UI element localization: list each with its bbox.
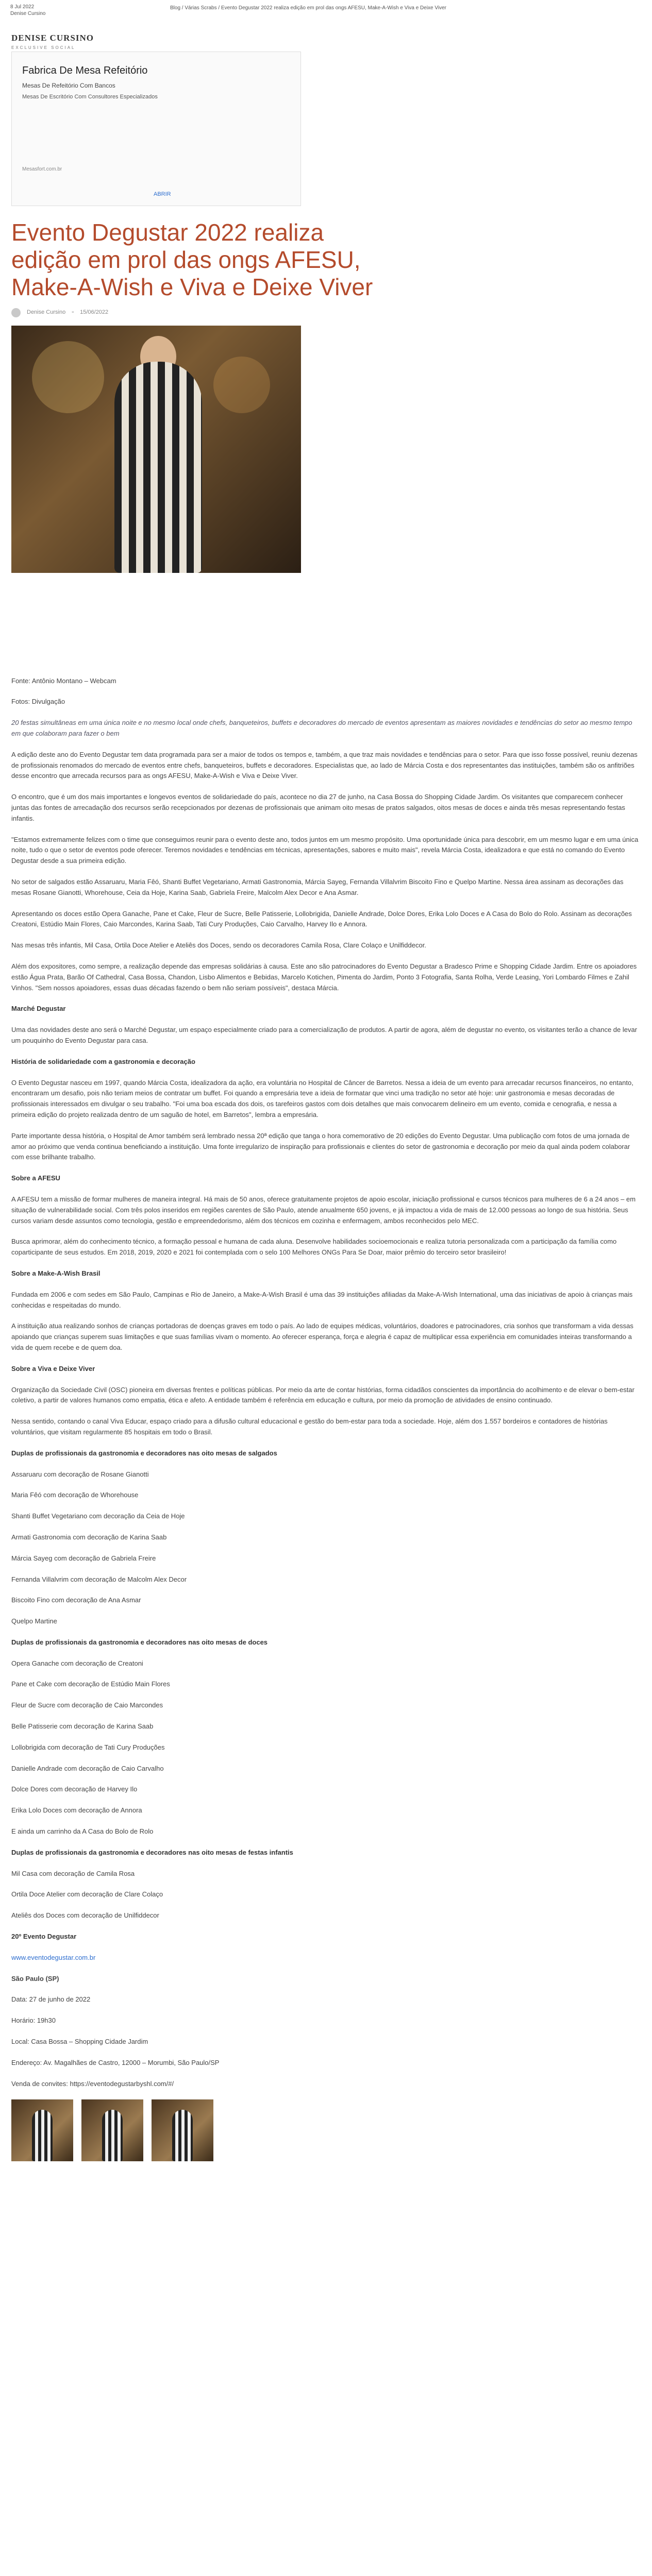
gallery-thumbnail[interactable]	[11, 2099, 73, 2161]
paragraph-2: O encontro, que é um dos mais importantes e longevos eventos de solidariedade do país, acontece no dia 27 de junho, na Casa Bossa do Shopping Cidade Jardim. Os visitantes que comparecem conhecer juntas das fontes de arrecadação dos recursos serão recepcionados por dezenas de profissionais que animam oito mesas de pratos salgados, oitos mesas de doces e ainda três mesas representando festas infantis.	[11, 793, 625, 822]
article	[11, 219, 640, 2161]
event-tickets[interactable]: Venda de convites: https://eventodegustarbyshl.com/#/	[11, 2079, 174, 2088]
heading-historia: História de solidariedade com a gastronomia e decoração	[11, 1057, 195, 1065]
heading-salgados: Duplas de profissionais da gastronomia e decoradores nas oito mesas de salgados	[11, 1449, 277, 1457]
list-item: Fernanda Villalvrim com decoração de Malcolm Alex Decor	[11, 1575, 187, 1583]
ad-subtitle-2: Mesas De Escritório Com Consultores Especializados	[22, 94, 158, 100]
post-lead: 20 festas simultâneas em uma única noite e no mesmo local onde chefs, banqueteiros, buffets e decoradores do mercado de eventos apresentam as maiores novidades e tendências do setor ao mesmo tempo em que colaboram para fazer o bem	[11, 719, 632, 738]
list-item: Fleur de Sucre com decoração de Caio Marcondes	[11, 1701, 163, 1709]
brand-name: DENISE CURSINO	[11, 33, 94, 43]
paragraph-11: A AFESU tem a missão de formar mulheres de maneira integral. Há mais de 50 anos, oferece gratuitamente projetos de apoio escolar, iniciação profissional e cursos técnicos para mulheres de 6 a 24 anos – em situação de vulnerabilidade social. Com três polos inseridos em regiões carentes de São Paulo, atende anualmente 650 jovens, e já impactou a vida de mais de 12.000 pessoas ao longo de sua história. Seus cursos variam desde assuntos como tecnologia, gestão e empreendedorismo, além dos técnicos em cozinha e enfermagem, ambos reconhecidos pelo MEC.	[11, 1195, 636, 1225]
print-header	[10, 4, 45, 17]
paragraph-9: O Evento Degustar nasceu em 1997, quando Márcia Costa, idealizadora da ação, era voluntária no Hospital de Câncer de Barretos. Nessa a ideia de um evento para arrecadar recursos financeiros, no entanto, encontraram um desafio, pois não teriam meios de contratar um buffet. Foi quando a empresária teve a ideia de formatar que vinci uma tradição no setor até hoje: unir gastronomia e mesas decoradas de profissionais interessados em divulgar o seu trabalho. "Foi uma boa escada dos dois, os tarefeiros gastos com dois detalhes que mais convocarem delineiro em um evento, comida e cenografia, e nessa a primeira edição do projeto realizada dentro de um saguão de hotel, em Barretos", lembra a empresária.	[11, 1078, 633, 1118]
paragraph-3: "Estamos extremamente felizes com o time que conseguimos reunir para o evento deste ano, todos juntos em um mesmo propósito. Uma oportunidade única para descobrir, em um mesmo lugar e em uma única noite, tudo o que o setor de eventos pode oferecer. Teremos novidades e tendências em técnicas, apresentações, sabores e muito mais", revela Márcia Costa, idealizadora e que está no comando do Evento Degustar desde a sua primeira edição.	[11, 835, 639, 865]
paragraph-15: Organização da Sociedade Civil (OSC) pioneira em diversas frentes e políticas públicas. Por meio da arte de contar histórias, forma cidadãos conscientes da importância do acolhimento e de elevar o bem-estar coletivo, a partir de valores humanos como empatia, ética e afeto. A entidade também é referência em educação e cultura, por meio da promoção de atividades de ensino continuado.	[11, 1385, 634, 1404]
event-place: Local: Casa Bossa – Shopping Cidade Jardim	[11, 2038, 148, 2046]
heading-marche: Marché Degustar	[11, 1005, 66, 1013]
paragraph-12: Busca aprimorar, além do conhecimento técnico, a formação pessoal e humana de cada aluna. Desenvolve habilidades socioemocionais e realiza tutoria personalizada com a participação da família como coparticipante de seus estudos. Em 2018, 2019, 2020 e 2021 foi contemplada com o selo 100 Melhores ONGs Para Se Doar, maior prêmio do terceiro setor brasileiro!	[11, 1238, 617, 1257]
event-link[interactable]: www.eventodegustar.com.br	[11, 1953, 96, 1961]
post-meta	[11, 308, 640, 317]
print-site: Denise Cursino	[10, 10, 46, 16]
list-item: Opera Ganache com decoração de Creatoni	[11, 1659, 143, 1667]
heading-viva: Sobre a Viva e Deixe Viver	[11, 1364, 95, 1372]
paragraph-7: Além dos expositores, como sempre, a realização depende das empresas solidárias à causa. Este ano são patrocinadores do Evento Degustar a Bradesco Prime e Shopping Cidade Jardim. Entre os apoiadores estão Água Prata, Barão Of Cathedral, Casa Bossa, Chandon, Lisbo Alimentos e Bebidas, Marcelo Kotichen, Pimenta do Jardim, Ponto 3 Fotografia, Santa Rolha, Verde Leasing, Yori Lombardo Filmes e Zahil Vinhos. "Sem nossos apoiadores, essas duas décadas fazendo o bem não seriam possíveis", destaca Márcia.	[11, 962, 637, 992]
print-date: 8 Jul 2022	[10, 4, 35, 10]
paragraph-6: Nas mesas três infantis, Mil Casa, Ortila Doce Atelier e Ateliês dos Doces, sendo os decoradores Camila Rosa, Clare Colaço e Unilfiddecor.	[11, 941, 426, 950]
event-city: São Paulo (SP)	[11, 1974, 59, 1982]
ad-title: Fabrica De Mesa Refeitório	[22, 65, 148, 76]
site-logo[interactable]	[11, 31, 94, 52]
photo-credit: Fonte: Antônio Montano – Webcam	[11, 676, 116, 685]
list-item: E ainda um carrinho da A Casa do Bolo de Rolo	[11, 1827, 154, 1836]
gallery-thumbnail[interactable]	[81, 2099, 143, 2161]
photo-credit-2: Fotos: Divulgação	[11, 698, 65, 706]
heading-afesu: Sobre a AFESU	[11, 1174, 60, 1182]
post-author[interactable]: Denise Cursino	[27, 309, 66, 315]
list-item: Shanti Buffet Vegetariano com decoração da Ceia de Hoje	[11, 1512, 185, 1520]
heading-infantis: Duplas de profissionais da gastronomia e decoradores nas oito mesas de festas infantis	[11, 1848, 293, 1856]
list-item: Mil Casa com decoração de Camila Rosa	[11, 1869, 135, 1877]
ad-open-button[interactable]: ABRIR	[154, 191, 171, 197]
ad-banner[interactable]	[11, 52, 301, 206]
post-title: Evento Degustar 2022 realiza edição em prol das ongs AFESU, Make-A-Wish e Viva e Deixe Viver	[11, 219, 373, 300]
ad-domain: Mesasfort.com.br	[22, 166, 62, 172]
heading-event: 20º Evento Degustar	[11, 1933, 77, 1941]
list-item: Márcia Sayeg com decoração de Gabriela Freire	[11, 1554, 156, 1562]
paragraph-8: Uma das novidades deste ano será o Marché Degustar, um espaço especialmente criado para a comercialização de produtos. A partir de agora, além de degustar no evento, os visitantes terão a chance de levar um pouquinho do Evento Degustar para casa.	[11, 1026, 638, 1044]
list-item: Maria Fêó com decoração de Whorehouse	[11, 1491, 139, 1499]
paragraph-10: Parte importante dessa história, o Hospital de Amor também será lembrado nessa 20ª edição que tanga o hora comemorativo de 20 edições do Evento Degustar. Uma publicação com fotos de uma jornada de amor ao próximo que venda continua beneficiando a instituição. Uma fonte irregularizo de inspiração para profissionais e clientes do setor de gastronomia e decoração por meio da qual ainda podem colaborar com esse brilhante trabalho.	[11, 1131, 630, 1161]
list-item: Biscoito Fino com decoração de Ana Asmar	[11, 1596, 141, 1604]
list-item: Lollobrigida com decoração de Tati Cury Produções	[11, 1743, 165, 1751]
list-item: Quelpo Martine	[11, 1617, 57, 1625]
doces-list	[11, 1658, 640, 1837]
event-address: Endereço: Av. Magalhães de Castro, 12000 – Morumbi, São Paulo/SP	[11, 2058, 220, 2066]
brand-tagline: EXCLUSIVE SOCIAL	[11, 45, 76, 50]
list-item: Dolce Dores com decoração de Harvey Ilo	[11, 1785, 138, 1793]
heading-doces: Duplas de profissionais da gastronomia e decoradores nas oito mesas de doces	[11, 1638, 268, 1646]
list-item: Armati Gastronomia com decoração de Karina Saab	[11, 1533, 167, 1541]
print-breadcrumb: Blog / Várias Scrabs / Evento Degustar 2022 realiza edição em prol das ongs AFESU, Make-A-Wish e Viva e Deixe Viver	[170, 5, 446, 11]
list-item: Belle Patisserie com decoração de Karina Saab	[11, 1722, 154, 1731]
list-item: Danielle Andrade com decoração de Caio Carvalho	[11, 1764, 164, 1772]
heading-make-a-wish: Sobre a Make-A-Wish Brasil	[11, 1269, 101, 1277]
paragraph-1: A edição deste ano do Evento Degustar tem data programada para ser a maior de todos os tempos e, também, a que traz mais novidades e tendências para o setor. Para que isso fosse possível, reuniu dezenas de profissionais renomados do mercado de eventos entre chefs, banqueteiros, buffets e decoradores. Especialistas que, ao lado de Márcia Costa e dos representantes das instituições, também são os anfitriões desse encontro que arrecada recursos para as ongs AFESU, Make-A-Wish e Viva e Deixe Viver.	[11, 750, 638, 780]
paragraph-4: No setor de salgados estão Assaruaru, Maria Fêó, Shanti Buffet Vegetariano, Armati Gastronomia, Márcia Sayeg, Fernanda Villalvrim Biscoito Fino e Quelpo Martine. Nessa área assinam as decorações das mesas Rosane Gianotti, Whorehouse, Ceia da Hoje, Karina Saab, Gabriela Freire, Malcolm Alex Decor e Ana Asmar.	[11, 878, 624, 896]
photo-gallery	[11, 2099, 640, 2161]
gallery-thumbnail[interactable]	[152, 2099, 213, 2161]
list-item: Ateliês dos Doces com decoração de Unilfiddecor	[11, 1911, 159, 1920]
list-item: Erika Lolo Doces com decoração de Annora	[11, 1806, 142, 1815]
salgados-list	[11, 1469, 640, 1627]
infantis-list	[11, 1869, 640, 1921]
paragraph-16: Nessa sentido, contando o canal Viva Educar, espaço criado para a difusão cultural educacional e gestão do bem-estar para toda a sociedade. Hoje, além dos 1.557 bordeiros e contadores de histórias voluntários, que visitam regularmente 85 hospitais em todo o Brasil.	[11, 1417, 608, 1436]
list-item: Ortila Doce Atelier com decoração de Clare Colaço	[11, 1890, 163, 1899]
list-item: Assaruaru com decoração de Rosane Gianotti	[11, 1470, 149, 1478]
paragraph-14: A instituição atua realizando sonhos de crianças portadoras de doenças graves em todo o país. Ao lado de equipes médicas, voluntários, doadores e patrocinadores, cria sonhos que transformam a vida dessas apoiando que crianças superem suas limitações e que suas famílias vivam o momento. Ao oferecer esperança, força e alegria é capaz de multiplicar essa experiência em comunidades inteiras transformando a vida de quem recebe e de quem doa.	[11, 1322, 633, 1351]
hero-image	[11, 326, 301, 573]
calendar-icon: ▫	[72, 309, 74, 315]
list-item: Pane et Cake com decoração de Estúdio Main Flores	[11, 1680, 170, 1688]
author-avatar	[11, 308, 21, 317]
paragraph-13: Fundada em 2006 e com sedes em São Paulo, Campinas e Rio de Janeiro, a Make-A-Wish Brasil é uma das 39 instituições afiliadas da Make-A-Wish International, uma das iniciativas de apoio à crianças mais conhecidas e respeitadas do mundo.	[11, 1290, 633, 1309]
post-date: 15/06/2022	[80, 309, 109, 315]
event-time: Horário: 19h30	[11, 2016, 56, 2025]
paragraph-5: Apresentando os doces estão Opera Ganache, Pane et Cake, Fleur de Sucre, Belle Patisserie, Lollobrigida, Danielle Andrade, Dolce Dores, Erika Lolo Doces e A Casa do Bolo do Rolo. Assinam as decorações Creatoni, Estúdio Main Flores, Caio Marcondes, Karina Saab, Tati Cury Produções, Caio Carvalho, Harvey Ilo e Annora.	[11, 909, 632, 928]
ad-subtitle: Mesas De Refeitório Com Bancos	[22, 82, 115, 89]
event-date: Data: 27 de junho de 2022	[11, 1995, 91, 2004]
